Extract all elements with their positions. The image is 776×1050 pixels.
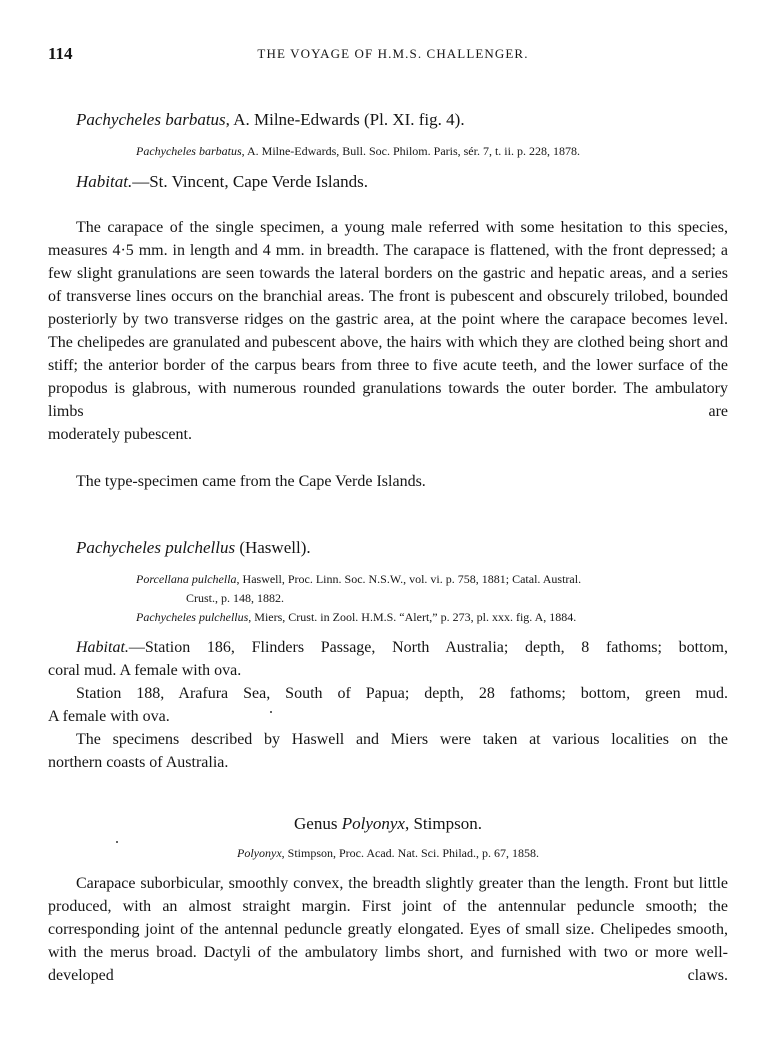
synonymy-barbatus — [136, 142, 580, 161]
specimens-line1: The specimens described by Haswell and Miers were taken at various localities on the — [76, 731, 728, 748]
specimens-line2: northern coasts of Australia. — [48, 754, 229, 771]
species-heading-barbatus — [76, 110, 465, 130]
print-speck — [270, 711, 272, 713]
running-title: THE VOYAGE OF H.M.S. CHALLENGER. — [257, 46, 529, 61]
synonym-reference: , A. Milne-Edwards, Bull. Soc. Philom. Paris, sér. 7, t. ii. p. 228, 1878. — [241, 144, 580, 158]
species-authority: (Haswell). — [235, 538, 311, 557]
habitat-text: —St. Vincent, Cape Verde Islands. — [132, 172, 369, 191]
genus-description-text: Carapace suborbicular, smoothly convex, the breadth slightly greater than the length. Front but little produced, with an almost straight margin. First joint of the antennular peduncle smooth; the corresponding joint of the antennal peduncle greatly elongated. Eyes of small size. Chelipedes smooth, with the merus broad. Dactyli of the ambulatory limbs short, and furnished with two or more well-developed claws. — [48, 875, 728, 984]
synonym-name: Porcellana pulchella — [136, 572, 237, 586]
species-name: Pachycheles barbatus — [76, 110, 226, 129]
running-head — [48, 44, 738, 66]
print-speck — [116, 841, 118, 843]
species-authority: , A. Milne-Edwards (Pl. XI. fig. 4). — [225, 110, 465, 129]
synonymy-pulchellus-1 — [136, 570, 581, 589]
synonym-reference: , Haswell, Proc. Linn. Soc. N.S.W., vol. vi. p. 758, 1881; Catal. Austral. — [236, 572, 582, 586]
genus-authority: , Stimpson. — [404, 814, 482, 833]
description-text: The carapace of the single specimen, a young male referred with some hesitation to this species, measures 4·5 mm. in length and 4 mm. in breadth. The carapace is flattened, with the front depressed; a few slight granulations are seen towards the lateral borders on the gastric and hepatic areas, and a series of transverse lines occurs on the branchial areas. The front is pubescent and obscurely trilobed, bounded posteriorly by two transverse ridges on the gastric area, at the point where the carapace becomes level. The chelipedes are granulated and pubescent above, the hairs with which they are clothed being short and stiff; the anterior border of the carpus bears from three to five acute teeth, and the lower surface of the propodus is glabrous, with numerous rounded granulations towards the outer border. The ambulatory limbs are — [48, 219, 728, 420]
habitat-continuation: coral mud. A female with ova. — [48, 662, 242, 679]
station-188-line1: Station 188, Arafura Sea, South of Papua; depth, 28 fathoms; bottom, green mud. — [76, 685, 728, 702]
synonymy-pulchellus-2 — [136, 608, 576, 627]
species-heading-pulchellus — [76, 538, 311, 558]
species-name: Pachycheles pulchellus — [76, 538, 236, 557]
station-188-note — [48, 682, 728, 728]
habitat-pulchellus — [48, 636, 728, 682]
genus-name: Polyonyx — [341, 814, 405, 833]
specimens-note — [48, 728, 728, 774]
habitat-label: Habitat. — [76, 639, 129, 656]
genus-ref-text: , Stimpson, Proc. Acad. Nat. Sci. Philad., p. 67, 1858. — [281, 846, 539, 860]
genus-prefix: Genus — [294, 814, 342, 833]
habitat-label: Habitat. — [76, 172, 133, 191]
synonym-name: Pachycheles barbatus — [136, 144, 242, 158]
habitat-text: —Station 186, Flinders Passage, North Australia; depth, 8 fathoms; bottom, — [128, 639, 728, 656]
description-last-line: moderately pubescent. — [48, 426, 192, 443]
station-188-line2: A female with ova. — [48, 708, 170, 725]
habitat-barbatus — [76, 172, 368, 192]
synonymy-pulchellus-1-cont: Crust., p. 148, 1882. — [186, 591, 285, 605]
synonym-name: Pachycheles pulchellus — [136, 610, 249, 624]
genus-heading — [0, 814, 776, 834]
synonym-reference: , Miers, Crust. in Zool. H.M.S. “Alert,” p. 273, pl. xxx. fig. A, 1884. — [248, 610, 577, 624]
page-number: 114 — [48, 44, 73, 63]
description-barbatus — [48, 216, 728, 446]
genus-reference — [0, 846, 776, 861]
type-specimen-note: The type-specimen came from the Cape Verde Islands. — [76, 473, 426, 490]
genus-ref-name: Polyonyx — [237, 846, 282, 860]
genus-description — [48, 872, 728, 987]
